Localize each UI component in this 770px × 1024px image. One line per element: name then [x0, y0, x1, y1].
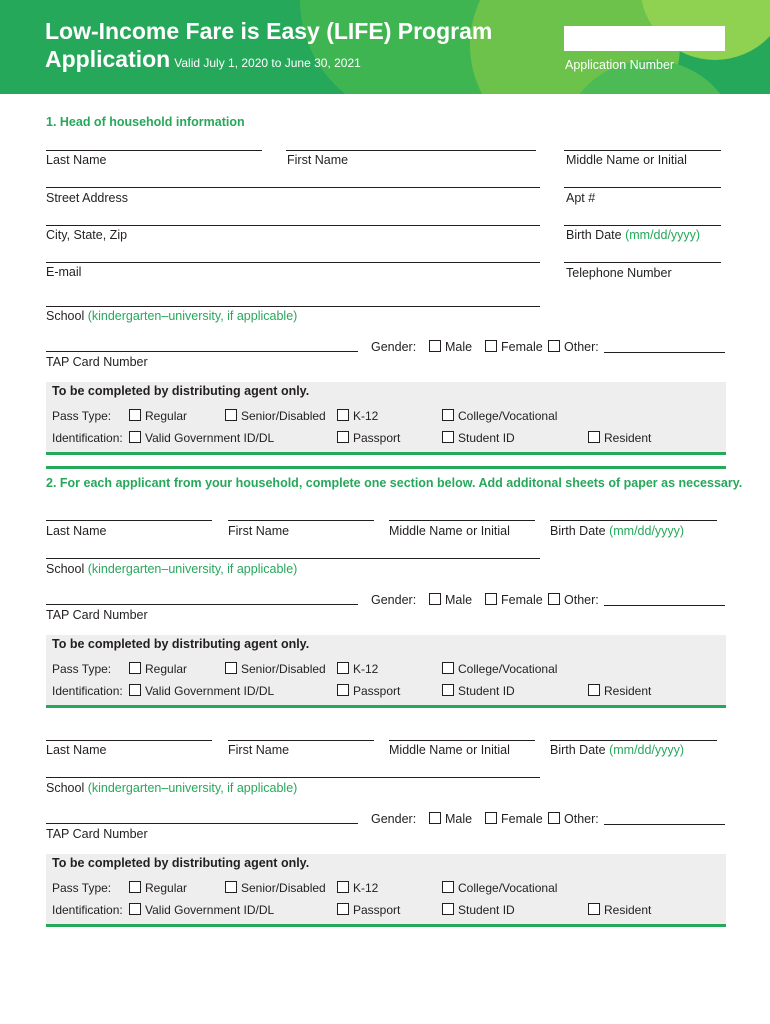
apt-field[interactable] — [564, 187, 721, 188]
applicant1-other-checkbox[interactable]: Other: — [548, 593, 599, 607]
id-resident-checkbox[interactable]: Resident — [588, 431, 651, 445]
id-passport-checkbox[interactable]: Passport — [337, 431, 400, 445]
pass-type-label: Pass Type: — [52, 662, 112, 676]
id-student-checkbox[interactable]: Student ID — [442, 431, 515, 445]
applicant1-last-name-label: Last Name — [46, 524, 107, 538]
email-field[interactable] — [46, 262, 540, 263]
pass-college-checkbox[interactable]: College/Vocational — [442, 662, 557, 676]
validity-dates: Valid July 1, 2020 to June 30, 2021 — [174, 56, 361, 70]
middle-name-field[interactable] — [564, 150, 721, 151]
pass-college-checkbox[interactable]: College/Vocational — [442, 409, 557, 423]
applicant2-male-checkbox[interactable]: Male — [429, 812, 472, 826]
applicant2-female-checkbox[interactable]: Female — [485, 812, 543, 826]
id-government-checkbox[interactable]: Valid Government ID/DL — [129, 903, 274, 917]
gender-other-field[interactable] — [604, 352, 725, 353]
applicant1-school-label: School (kindergarten–university, if applicable) — [46, 562, 298, 576]
tap-card-label: TAP Card Number — [46, 355, 148, 369]
applicant2-last-name-label: Last Name — [46, 743, 107, 757]
pass-senior-checkbox[interactable]: Senior/Disabled — [225, 662, 326, 676]
birth-date-label: Birth Date (mm/dd/yyyy) — [566, 228, 701, 242]
agent-heading: To be completed by distributing agent only. — [52, 637, 310, 651]
pass-regular-checkbox[interactable]: Regular — [129, 662, 187, 676]
id-student-checkbox[interactable]: Student ID — [442, 684, 515, 698]
applicant2-tap-card-label: TAP Card Number — [46, 827, 148, 841]
form-title-line2: Application Valid July 1, 2020 to June 30, 2021 — [45, 46, 361, 72]
applicant1-female-checkbox[interactable]: Female — [485, 593, 543, 607]
applicant1-middle-name-label: Middle Name or Initial — [389, 524, 510, 538]
applicant2-school-label: School (kindergarten–university, if applicable) — [46, 781, 298, 795]
telephone-field[interactable] — [564, 262, 721, 263]
applicant1-agent-panel — [46, 635, 726, 708]
gender-other-checkbox[interactable]: Other: — [548, 340, 599, 354]
pass-k12-checkbox[interactable]: K-12 — [337, 881, 378, 895]
gender-female-checkbox[interactable]: Female — [485, 340, 543, 354]
application-number-label: Application Number — [565, 58, 675, 72]
agent-panel — [46, 382, 726, 455]
applicant1-last-name-field[interactable] — [46, 520, 212, 521]
applicant2-birth-date-field[interactable] — [550, 740, 717, 741]
first-name-field[interactable] — [286, 150, 536, 151]
applicant2-school-field[interactable] — [46, 777, 540, 778]
applicant1-first-name-field[interactable] — [228, 520, 374, 521]
applicant1-other-field[interactable] — [604, 605, 725, 606]
identification-label: Identification: — [52, 903, 123, 917]
applicant2-first-name-label: First Name — [228, 743, 290, 757]
id-resident-checkbox[interactable]: Resident — [588, 903, 651, 917]
section-divider — [46, 466, 726, 469]
school-field[interactable] — [46, 306, 540, 307]
school-label: School (kindergarten–university, if applicable) — [46, 309, 298, 323]
applicant2-other-checkbox[interactable]: Other: — [548, 812, 599, 826]
telephone-label: Telephone Number — [566, 266, 672, 280]
applicant2-other-field[interactable] — [604, 824, 725, 825]
middle-name-label: Middle Name or Initial — [566, 153, 687, 167]
email-label: E-mail — [46, 265, 82, 279]
applicant1-birth-date-field[interactable] — [550, 520, 717, 521]
applicant1-school-field[interactable] — [46, 558, 540, 559]
id-government-checkbox[interactable]: Valid Government ID/DL — [129, 684, 274, 698]
pass-senior-checkbox[interactable]: Senior/Disabled — [225, 881, 326, 895]
applicant1-tap-card-label: TAP Card Number — [46, 608, 148, 622]
gender-label: Gender: — [371, 340, 417, 354]
id-student-checkbox[interactable]: Student ID — [442, 903, 515, 917]
applicant2-middle-name-label: Middle Name or Initial — [389, 743, 510, 757]
tap-card-field[interactable] — [46, 351, 358, 352]
street-address-field[interactable] — [46, 187, 540, 188]
pass-k12-checkbox[interactable]: K-12 — [337, 662, 378, 676]
pass-regular-checkbox[interactable]: Regular — [129, 409, 187, 423]
identification-label: Identification: — [52, 684, 123, 698]
pass-senior-checkbox[interactable]: Senior/Disabled — [225, 409, 326, 423]
applicant1-gender-label: Gender: — [371, 593, 417, 607]
pass-type-label: Pass Type: — [52, 409, 112, 423]
applicant2-tap-card-field[interactable] — [46, 823, 358, 824]
section1-heading: 1. Head of household information — [46, 115, 245, 129]
pass-type-label: Pass Type: — [52, 881, 112, 895]
last-name-label: Last Name — [46, 153, 107, 167]
city-state-zip-label: City, State, Zip — [46, 228, 128, 242]
applicant1-first-name-label: First Name — [228, 524, 290, 538]
applicant2-last-name-field[interactable] — [46, 740, 212, 741]
id-passport-checkbox[interactable]: Passport — [337, 903, 400, 917]
application-number-field[interactable] — [564, 26, 725, 51]
applicant2-first-name-field[interactable] — [228, 740, 374, 741]
section2-heading: 2. For each applicant from your household, complete one section below. Add additonal sheets of paper as necessary. — [46, 476, 743, 490]
pass-regular-checkbox[interactable]: Regular — [129, 881, 187, 895]
applicant2-middle-name-field[interactable] — [389, 740, 535, 741]
applicant1-male-checkbox[interactable]: Male — [429, 593, 472, 607]
first-name-label: First Name — [287, 153, 349, 167]
agent-heading: To be completed by distributing agent only. — [52, 856, 310, 870]
id-government-checkbox[interactable]: Valid Government ID/DL — [129, 431, 274, 445]
header-banner — [0, 0, 770, 94]
form-title: Low-Income Fare is Easy (LIFE) Program — [45, 18, 493, 44]
id-resident-checkbox[interactable]: Resident — [588, 684, 651, 698]
pass-college-checkbox[interactable]: College/Vocational — [442, 881, 557, 895]
applicant1-birth-date-label: Birth Date (mm/dd/yyyy) — [550, 524, 685, 538]
applicant1-tap-card-field[interactable] — [46, 604, 358, 605]
apt-label: Apt # — [566, 191, 596, 205]
gender-male-checkbox[interactable]: Male — [429, 340, 472, 354]
applicant2-gender-label: Gender: — [371, 812, 417, 826]
applicant2-birth-date-label: Birth Date (mm/dd/yyyy) — [550, 743, 685, 757]
city-state-zip-field[interactable] — [46, 225, 540, 226]
agent-heading: To be completed by distributing agent only. — [52, 384, 310, 398]
birth-date-field[interactable] — [564, 225, 721, 226]
street-address-label: Street Address — [46, 191, 128, 205]
id-passport-checkbox[interactable]: Passport — [337, 684, 400, 698]
applicant1-middle-name-field[interactable] — [389, 520, 535, 521]
last-name-field[interactable] — [46, 150, 262, 151]
pass-k12-checkbox[interactable]: K-12 — [337, 409, 378, 423]
identification-label: Identification: — [52, 431, 123, 445]
applicant2-agent-panel — [46, 854, 726, 927]
